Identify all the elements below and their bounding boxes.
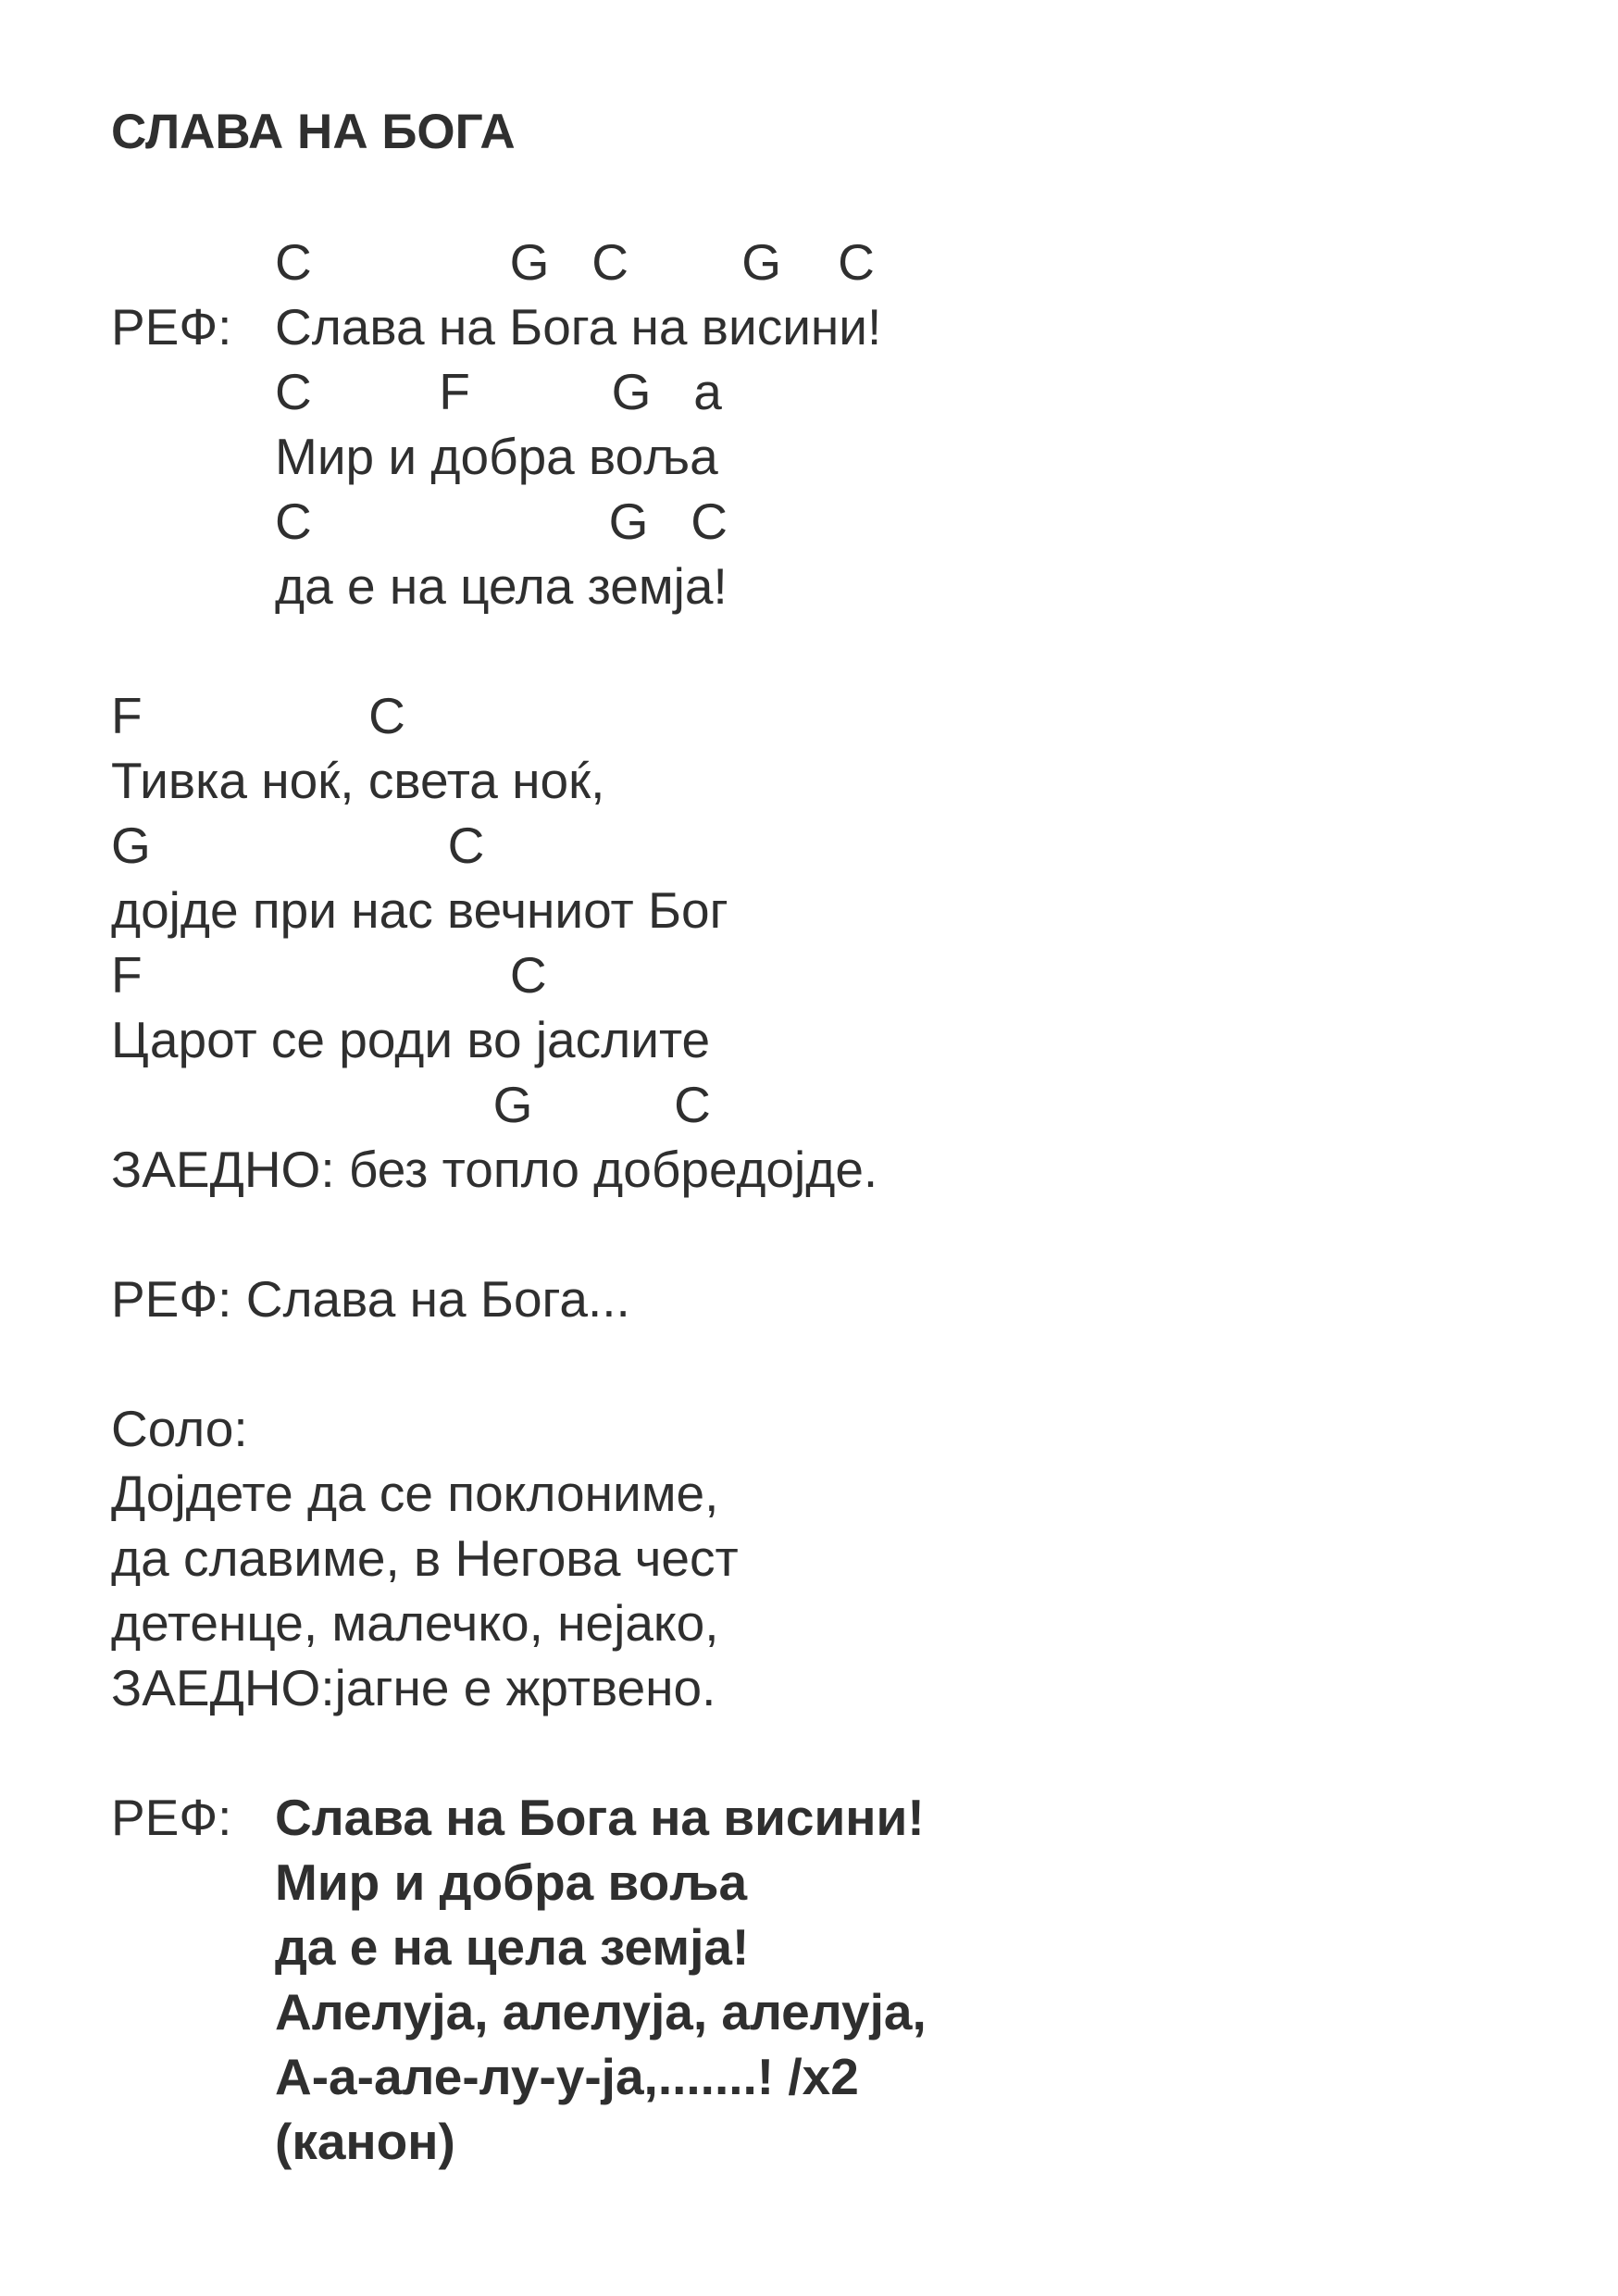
lyric-line: да славиме, в Негова чест xyxy=(111,1529,739,1587)
refrain-reference: РЕФ: Слава на Бога... xyxy=(111,1270,630,1328)
lyric-line: да е на цела земја! xyxy=(275,1918,750,1976)
lyric-line: Царот се роди во јаслите xyxy=(111,1011,711,1068)
lyric-line: Слава на Бога на висини! xyxy=(275,298,882,356)
lyric-line: ЗАЕДНО: без топло добредојде. xyxy=(111,1141,878,1198)
chord-line: C F G a xyxy=(275,363,722,420)
lyric-line: (канон) xyxy=(275,2113,455,2170)
chord-line: F C xyxy=(111,687,405,744)
lyric-line: Слава на Бога на висини! xyxy=(275,1789,925,1846)
refrain-label: РЕФ: xyxy=(111,298,232,356)
lyric-line: ЗАЕДНО:јагне е жртвено. xyxy=(111,1659,716,1716)
lyric-line: А-а-але-лу-у-ја,.......! /x2 xyxy=(275,2048,859,2105)
refrain-label: РЕФ: xyxy=(111,1789,232,1846)
song-title: СЛАВА НА БОГА xyxy=(111,105,516,159)
chord-line: C G C G C xyxy=(275,233,875,291)
lyric-line: Мир и добра воља xyxy=(275,428,718,485)
solo-label: Соло: xyxy=(111,1400,248,1457)
chord-line: F C xyxy=(111,946,547,1004)
lyric-line: Дојдете да се поклониме, xyxy=(111,1465,719,1522)
lyric-line: детенце, малечко, нејако, xyxy=(111,1594,719,1652)
lyric-line: да е на цела земја! xyxy=(275,557,728,615)
lyric-line: Алелуја, алелуја, алелуја, xyxy=(275,1983,927,2040)
chord-line: G C xyxy=(111,817,485,874)
lyric-line: дојде при нас вечниот Бог xyxy=(111,881,728,939)
lyric-line: Тивка ноќ, света ноќ, xyxy=(111,752,605,809)
lyric-line: Мир и добра воља xyxy=(275,1853,748,1911)
chord-line: G C xyxy=(111,1076,711,1133)
chord-line: C G C xyxy=(275,493,728,550)
